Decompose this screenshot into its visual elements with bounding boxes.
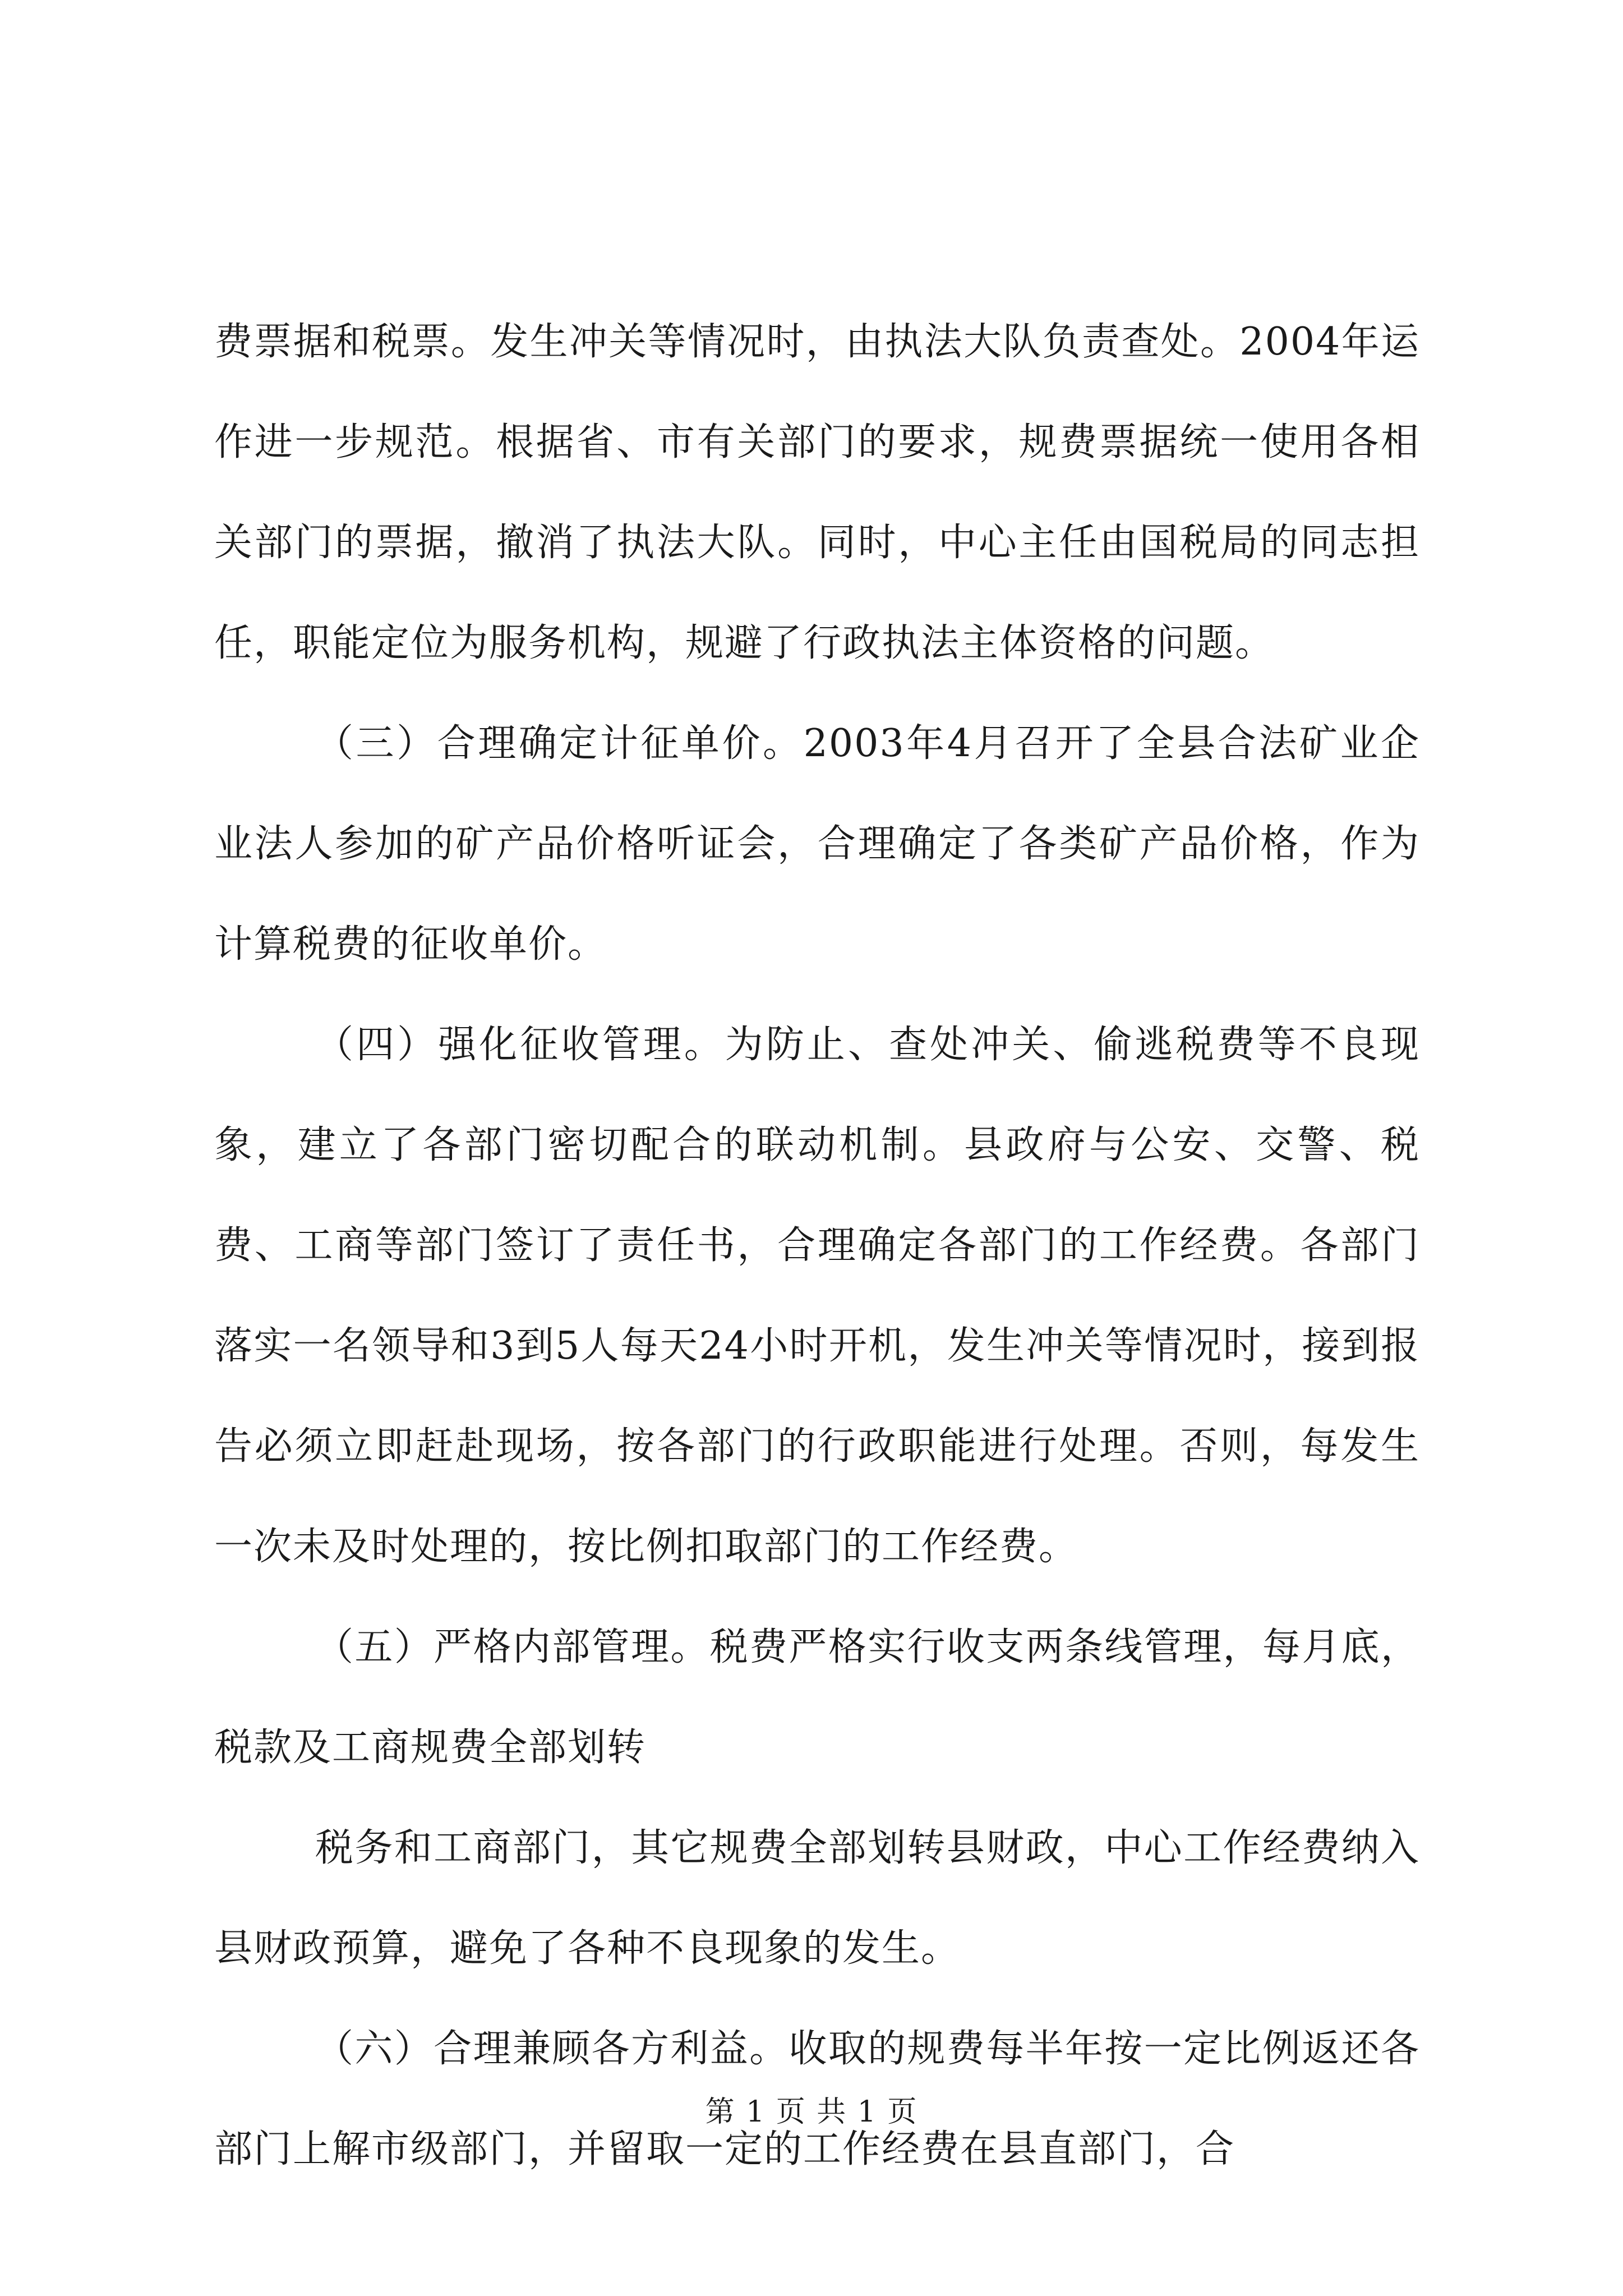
paragraph-section-5-internal: （五）严格内部管理。税费严格实行收支两条线管理，每月底，税款及工商规费全部划转 <box>214 1625 1420 1770</box>
paragraph-section-4-collection: （四）强化征收管理。为防止、查处冲关、偷逃税费等不良现象，建立了各部门密切配合的联动机制。县政府与公安、交警、税费、工商等部门签订了责任书，合理确定各部门的工作经费。各部门落实一名领导和3到5人每天24小时开机，发生冲关等情况时，接到报告必须立即赶赴现场，按各部门的行政职能进行处理。否则，每发生一次未及时处理的，按比例扣取部门的工作经费。 <box>214 1023 1420 1569</box>
document-body <box>214 292 1420 2200</box>
paragraph-continuation: 费票据和税票。发生冲关等情况时，由执法大队负责查处。2004年运作进一步规范。根据省、市有关部门的要求，规费票据统一使用各相关部门的票据，撤消了执法大队。同时，中心主任由国税局的同志担任，职能定位为服务机构，规避了行政执法主体资格的问题。 <box>214 320 1420 665</box>
paragraph-section-5-continued: 税务和工商部门，其它规费全部划转县财政，中心工作经费纳入县财政预算，避免了各种不良现象的发生。 <box>214 1826 1420 1971</box>
page-number-footer: 第 1 页 共 1 页 <box>705 2095 918 2129</box>
paragraph-section-3-pricing: （三）合理确定计征单价。2003年4月召开了全县合法矿业企业法人参加的矿产品价格听证会，合理确定了各类矿产品价格，作为计算税费的征收单价。 <box>214 721 1420 967</box>
paragraph-section-6-interests: （六）合理兼顾各方利益。收取的规费每半年按一定比例返还各部门上解市级部门，并留取一定的工作经费在县直部门，合 <box>214 2027 1420 2171</box>
